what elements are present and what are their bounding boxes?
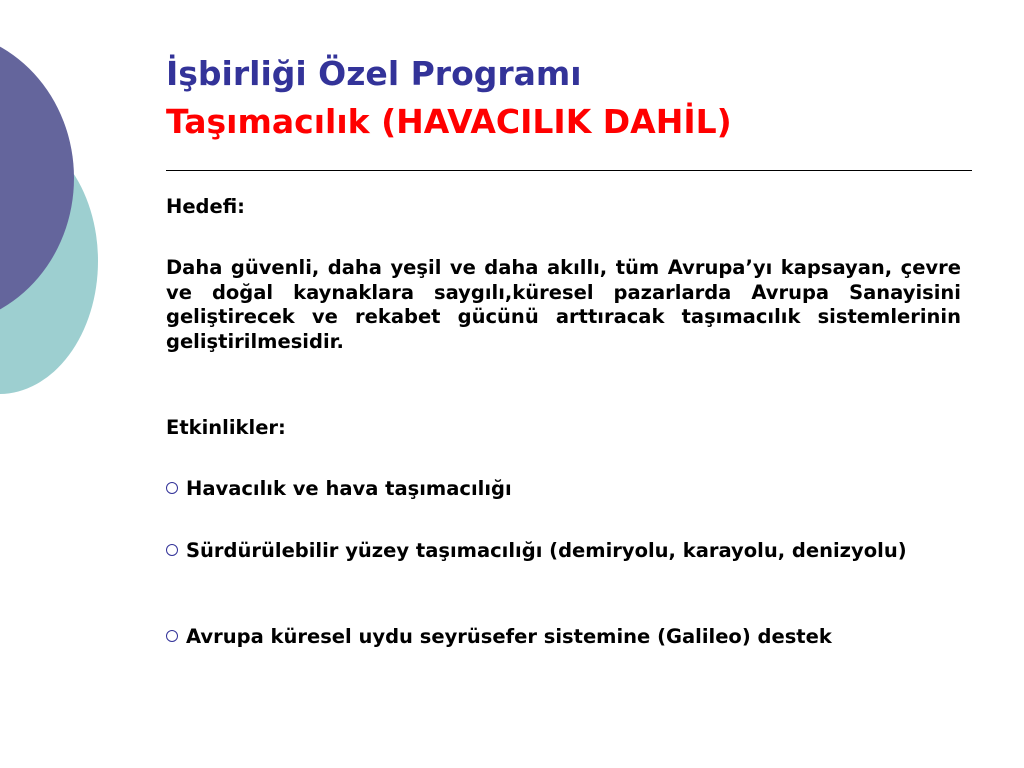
bullet-circle-icon xyxy=(166,544,178,556)
activity-text: Avrupa küresel uydu seyrüsefer sistemine (Galileo) destek xyxy=(186,625,832,648)
activity-item-surface-transport xyxy=(166,539,961,564)
slide-title xyxy=(166,50,996,146)
activities-label: Etkinlikler: xyxy=(166,416,286,439)
bullet-circle-icon xyxy=(166,630,178,642)
title-line-1: İşbirliği Özel Programı xyxy=(166,54,582,93)
activity-item-galileo xyxy=(166,625,961,650)
bullet-circle-icon xyxy=(166,482,178,494)
title-line-2: Taşımacılık (HAVACILIK DAHİL) xyxy=(166,102,732,141)
activity-text: Havacılık ve hava taşımacılığı xyxy=(186,477,512,500)
title-divider xyxy=(166,170,972,171)
goal-label: Hedefi: xyxy=(166,195,245,218)
goal-text: Daha güvenli, daha yeşil ve daha akıllı, tüm Avrupa’yı kapsayan, çevre ve doğal kaynaklara saygılı,küresel pazarlarda Avrupa Sanayisini geliştirecek ve rekabet gücünü arttıracak taşımacılık sistemlerinin geliştirilmesidir. xyxy=(166,256,961,353)
activity-text: Sürdürülebilir yüzey taşımacılığı (demiryolu, karayolu, denizyolu) xyxy=(186,539,907,562)
activity-item-aviation xyxy=(166,477,961,502)
